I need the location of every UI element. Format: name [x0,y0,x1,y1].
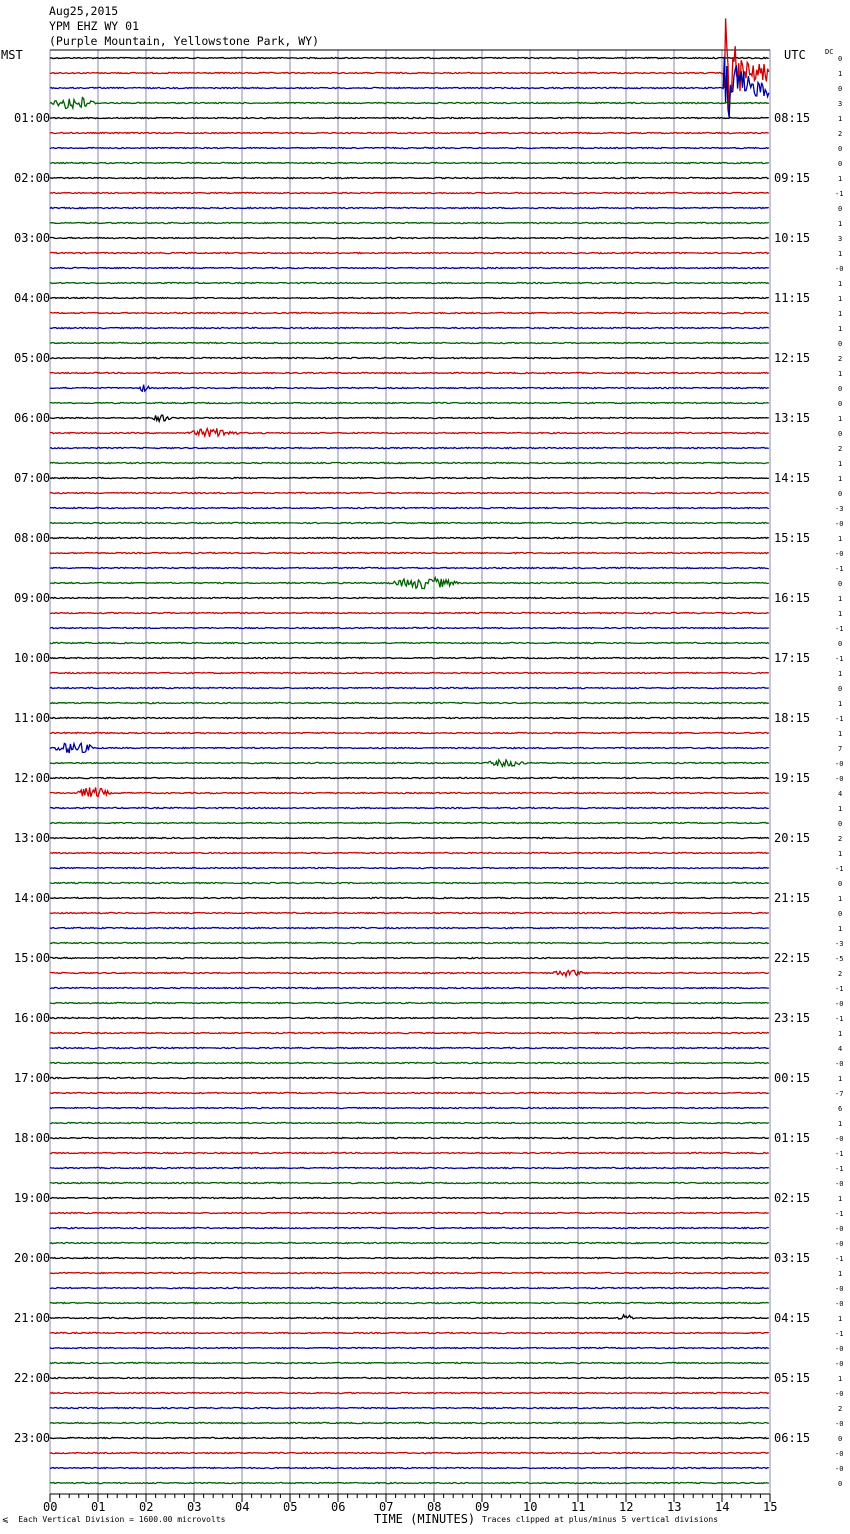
trace-row-17 [50,312,769,313]
dc-offset-value: 1 [838,610,843,618]
dc-offset-value: 1 [838,295,843,303]
x-tick-label: 00 [43,1500,58,1514]
hour-label-left: 18:00 [14,1131,51,1145]
dc-offset-value: -0 [835,550,844,558]
dc-offset-value: -1 [835,565,844,573]
trace-row-86 [50,1347,769,1348]
header-date: Aug25,2015 [49,4,119,18]
footer-scale [2,1515,225,1524]
dc-offset-value: 0 [838,340,843,348]
trace-row-90 [50,1407,769,1408]
dc-offset-value: 1 [838,70,843,78]
dc-offset-value: 1 [838,1375,843,1383]
trace-row-92 [50,1437,769,1438]
scale-note: Each Vertical Division = 1600.00 microvolts [18,1515,226,1524]
hour-label-right: 17:15 [774,651,811,665]
dc-offset-value: 0 [838,1480,843,1488]
trace-row-5 [50,132,769,133]
trace-row-8 [50,177,769,178]
trace-row-11 [50,222,769,223]
dc-offset-header: DC [825,48,834,56]
trace-row-3 [50,98,769,109]
dc-offset-value: 2 [838,1405,843,1413]
dc-offset-value: 0 [838,385,843,393]
dc-offset-value: -0 [835,1300,844,1308]
dc-offset-value: 1 [838,1195,843,1203]
trace-row-91 [50,1422,769,1423]
dc-offset-value: 0 [838,400,843,408]
x-tick-label: 08 [427,1500,442,1514]
trace-row-34 [50,567,769,568]
hour-label-right: 15:15 [774,531,811,545]
trace-row-95 [50,1482,769,1483]
trace-row-58 [50,927,769,928]
trace-row-81 [50,1272,769,1273]
dc-offset-value: 0 [838,880,843,888]
trace-row-65 [50,1032,769,1033]
trace-row-45 [50,732,769,733]
dc-offset-value: 1 [838,280,843,288]
trace-row-44 [50,717,769,718]
hour-label-left: 17:00 [14,1071,51,1085]
trace-row-30 [50,507,769,508]
trace-row-25 [50,428,769,436]
trace-row-74 [50,1167,769,1168]
hour-label-left: 06:00 [14,411,51,425]
dc-offset-value: 0 [838,160,843,168]
hour-label-left: 07:00 [14,471,51,485]
dc-offset-value: 1 [838,220,843,228]
trace-row-94 [50,1467,769,1468]
trace-row-75 [50,1182,769,1183]
dc-offset-value: 1 [838,115,843,123]
trace-row-13 [50,252,769,253]
trace-row-7 [50,162,769,163]
dc-offset-value: 4 [838,790,843,798]
dc-offset-value: 2 [838,130,843,138]
trace-row-64 [50,1017,769,1018]
dc-offset-value: 1 [838,325,843,333]
trace-row-20 [50,357,769,358]
trace-row-88 [50,1377,769,1378]
dc-offset-value: 1 [838,1030,843,1038]
hour-label-right: 04:15 [774,1311,811,1325]
hour-label-left: 23:00 [14,1431,51,1445]
trace-row-84 [50,1315,769,1319]
hour-label-right: 11:15 [774,291,811,305]
dc-offset-value: -7 [835,1090,844,1098]
trace-row-12 [50,237,769,238]
trace-row-73 [50,1152,769,1153]
trace-row-9 [50,192,769,193]
trace-row-42 [50,687,769,688]
dc-offset-value: -0 [835,1060,844,1068]
dc-offset-value: -1 [835,1210,844,1218]
hour-label-left: 11:00 [14,711,51,725]
trace-row-46 [50,743,769,753]
hour-label-left: 04:00 [14,291,51,305]
trace-row-24 [50,415,769,421]
trace-row-18 [50,327,769,328]
dc-offset-value: 0 [838,85,843,93]
trace-row-47 [50,760,769,767]
dc-offset-value: 1 [838,475,843,483]
trace-row-71 [50,1122,769,1123]
trace-row-10 [50,207,769,208]
trace-row-15 [50,282,769,283]
dc-offset-value: 0 [838,490,843,498]
trace-row-67 [50,1062,769,1063]
trace-row-59 [50,942,769,943]
trace-row-38 [50,627,769,628]
dc-offset-value: -1 [835,865,844,873]
trace-row-29 [50,492,769,493]
trace-row-61 [50,970,769,976]
dc-offset-value: 3 [838,235,843,243]
x-tick-label: 15 [763,1500,778,1514]
right-timezone-label: UTC [784,48,806,62]
dc-offset-value: 1 [838,1270,843,1278]
hour-label-left: 14:00 [14,891,51,905]
trace-row-43 [50,702,769,703]
header-location: (Purple Mountain, Yellowstone Park, WY) [49,34,320,48]
trace-row-49 [50,787,769,796]
trace-row-69 [50,1092,769,1093]
footer-mark: ⩽ [2,1515,9,1524]
dc-offset-value: -0 [835,1240,844,1248]
hour-label-right: 16:15 [774,591,811,605]
dc-offset-value: -0 [835,1000,844,1008]
dc-offset-value: -1 [835,1165,844,1173]
dc-offset-value: 0 [838,685,843,693]
dc-offset-value: 1 [838,250,843,258]
hour-label-right: 03:15 [774,1251,811,1265]
x-tick-label: 12 [619,1500,634,1514]
hour-label-right: 14:15 [774,471,811,485]
trace-row-16 [50,297,769,298]
dc-offset-value: 2 [838,355,843,363]
trace-row-76 [50,1197,769,1198]
hour-label-left: 16:00 [14,1011,51,1025]
dc-offset-value: 1 [838,175,843,183]
trace-row-41 [50,672,769,673]
dc-offset-value: 1 [838,370,843,378]
dc-offset-value: 2 [838,445,843,453]
dc-offset-value: -1 [835,1330,844,1338]
trace-row-77 [50,1212,769,1213]
trace-row-51 [50,822,769,823]
dc-offset-value: 1 [838,895,843,903]
trace-row-14 [50,267,769,268]
hour-label-left: 09:00 [14,591,51,605]
x-tick-label: 07 [379,1500,394,1514]
dc-offset-value: -1 [835,1255,844,1263]
hour-label-right: 05:15 [774,1371,811,1385]
trace-row-53 [50,852,769,853]
x-tick-label: 10 [523,1500,538,1514]
hour-label-right: 12:15 [774,351,811,365]
trace-row-87 [50,1362,769,1363]
trace-row-33 [50,552,769,553]
trace-row-93 [50,1452,769,1453]
dc-offset-value: -1 [835,985,844,993]
x-tick-label: 06 [331,1500,346,1514]
hour-label-right: 21:15 [774,891,811,905]
hour-label-right: 10:15 [774,231,811,245]
dc-offset-value: -3 [835,505,844,513]
trace-row-21 [50,372,769,373]
x-tick-label: 05 [283,1500,298,1514]
dc-offset-value: -3 [835,940,844,948]
trace-row-2 [50,57,769,118]
dc-offset-value: 1 [838,595,843,603]
x-tick-label: 01 [91,1500,106,1514]
dc-offset-value: -1 [835,715,844,723]
dc-offset-value: -0 [835,1360,844,1368]
trace-row-70 [50,1107,769,1108]
trace-row-60 [50,957,769,958]
trace-row-40 [50,657,769,658]
left-timezone-label: MST [1,48,23,62]
trace-row-39 [50,642,769,643]
hour-label-left: 01:00 [14,111,51,125]
hour-label-right: 08:15 [774,111,811,125]
hour-label-left: 19:00 [14,1191,51,1205]
dc-offset-value: 0 [838,55,843,63]
dc-offset-value: -5 [835,955,844,963]
trace-row-28 [50,477,769,478]
trace-row-23 [50,402,769,403]
dc-offset-value: 2 [838,970,843,978]
dc-offset-value: -0 [835,1420,844,1428]
dc-offset-value: -0 [835,520,844,528]
trace-row-37 [50,612,769,613]
trace-row-31 [50,522,769,523]
x-tick-label: 03 [187,1500,202,1514]
header-station: YPM EHZ WY 01 [49,19,140,33]
hour-label-left: 10:00 [14,651,51,665]
hour-label-right: 09:15 [774,171,811,185]
trace-row-48 [50,777,769,778]
dc-offset-value: -0 [835,1285,844,1293]
dc-offset-value: 1 [838,850,843,858]
dc-offset-value: 3 [838,100,843,108]
trace-row-85 [50,1332,769,1333]
dc-offset-value: -0 [835,265,844,273]
trace-row-68 [50,1077,769,1078]
dc-offset-value: 4 [838,1045,843,1053]
trace-row-72 [50,1137,769,1138]
hour-label-left: 22:00 [14,1371,51,1385]
trace-row-89 [50,1392,769,1393]
dc-offset-value: 0 [838,1435,843,1443]
trace-row-50 [50,807,769,808]
trace-row-1 [50,18,769,112]
trace-row-56 [50,897,769,898]
dc-offset-value: 1 [838,925,843,933]
dc-offset-value: -1 [835,655,844,663]
dc-offset-value: 1 [838,805,843,813]
hour-label-left: 13:00 [14,831,51,845]
hour-label-right: 22:15 [774,951,811,965]
dc-offset-value: -0 [835,1465,844,1473]
dc-offset-value: 1 [838,700,843,708]
dc-offset-value: -0 [835,1390,844,1398]
trace-row-32 [50,537,769,538]
dc-offset-value: 6 [838,1105,843,1113]
x-axis-label: TIME (MINUTES) [374,1512,476,1526]
dc-offset-value: 0 [838,580,843,588]
dc-offset-value: 1 [838,1075,843,1083]
hour-label-left: 21:00 [14,1311,51,1325]
dc-offset-value: -0 [835,1225,844,1233]
dc-offset-value: 1 [838,310,843,318]
hour-label-right: 06:15 [774,1431,811,1445]
trace-row-22 [50,385,769,392]
dc-offset-value: 0 [838,910,843,918]
dc-offset-value: 0 [838,430,843,438]
x-tick-label: 04 [235,1500,250,1514]
dc-offset-value: -0 [835,1180,844,1188]
dc-offset-value: 1 [838,730,843,738]
dc-offset-value: -0 [835,775,844,783]
dc-offset-value: 1 [838,415,843,423]
trace-row-36 [50,597,769,598]
hour-label-left: 12:00 [14,771,51,785]
x-tick-label: 09 [475,1500,490,1514]
trace-row-54 [50,867,769,868]
trace-row-78 [50,1227,769,1228]
trace-row-52 [50,837,769,838]
trace-row-35 [50,578,769,589]
trace-row-6 [50,147,769,148]
hour-label-left: 08:00 [14,531,51,545]
trace-row-26 [50,447,769,448]
dc-offset-value: -0 [835,760,844,768]
dc-offset-value: 1 [838,535,843,543]
trace-row-27 [50,462,769,463]
trace-row-79 [50,1242,769,1243]
hour-label-right: 18:15 [774,711,811,725]
x-tick-label: 02 [139,1500,154,1514]
clip-note: Traces clipped at plus/minus 5 vertical divisions [482,1515,719,1524]
trace-row-4 [50,117,769,118]
dc-offset-value: -1 [835,190,844,198]
trace-row-19 [50,342,769,343]
trace-row-57 [50,912,769,913]
hour-label-right: 23:15 [774,1011,811,1025]
hour-label-right: 20:15 [774,831,811,845]
dc-offset-value: 1 [838,670,843,678]
dc-offset-value: 2 [838,835,843,843]
trace-row-55 [50,882,769,883]
hour-label-right: 00:15 [774,1071,811,1085]
trace-row-62 [50,987,769,988]
hour-label-left: 20:00 [14,1251,51,1265]
dc-offset-value: 0 [838,145,843,153]
trace-row-0 [50,57,769,58]
trace-row-82 [50,1287,769,1288]
dc-offset-value: 0 [838,205,843,213]
dc-offset-value: -0 [835,1450,844,1458]
hour-label-left: 03:00 [14,231,51,245]
trace-row-63 [50,1002,769,1003]
dc-offset-value: -1 [835,625,844,633]
dc-offset-value: -1 [835,1150,844,1158]
x-tick-label: 11 [571,1500,586,1514]
dc-offset-value: -0 [835,1345,844,1353]
hour-label-left: 05:00 [14,351,51,365]
trace-row-83 [50,1302,769,1303]
dc-offset-value: 1 [838,460,843,468]
trace-row-80 [50,1257,769,1258]
hour-label-left: 15:00 [14,951,51,965]
dc-offset-value: 1 [838,1315,843,1323]
x-tick-label: 14 [715,1500,730,1514]
dc-offset-value: 7 [838,745,843,753]
dc-offset-value: 1 [838,1120,843,1128]
hour-label-left: 02:00 [14,171,51,185]
hour-label-right: 01:15 [774,1131,811,1145]
dc-offset-value: -0 [835,1135,844,1143]
trace-row-66 [50,1047,769,1048]
x-tick-label: 13 [667,1500,682,1514]
hour-label-right: 13:15 [774,411,811,425]
dc-offset-value: 0 [838,640,843,648]
hour-label-right: 02:15 [774,1191,811,1205]
dc-offset-value: -1 [835,1015,844,1023]
dc-offset-value: 0 [838,820,843,828]
hour-label-right: 19:15 [774,771,811,785]
